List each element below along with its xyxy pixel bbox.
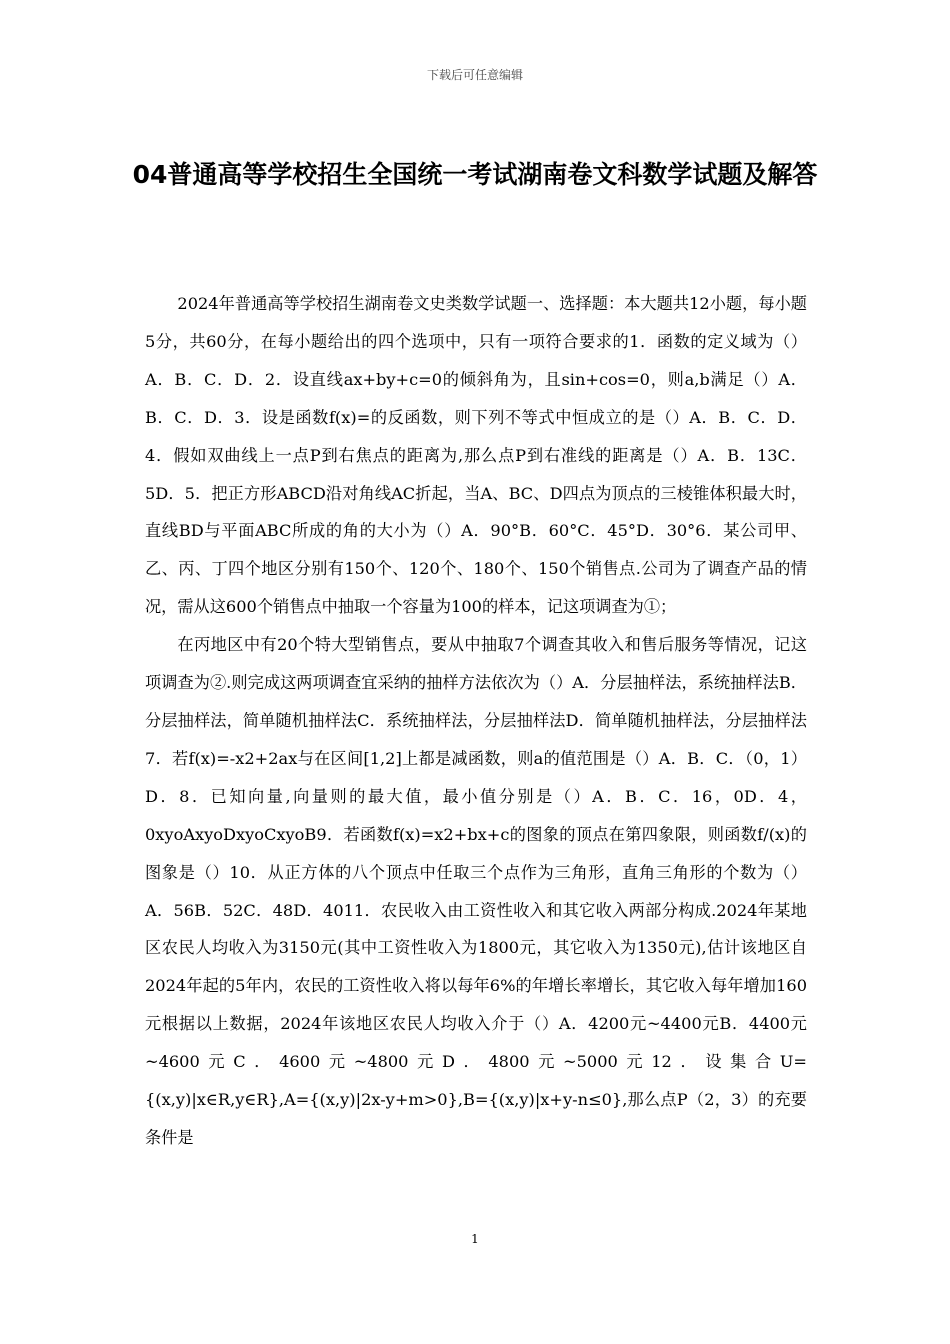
header-note: 下载后可任意编辑 (426, 68, 523, 82)
document-body (145, 285, 807, 1157)
paragraph-1: 2024年普通高等学校招生湖南卷文史类数学试题一、选择题：本大题共12小题，每小题5分，共60分，在每小题给出的四个选项中，只有一项符合要求的1．函数的定义域为（）A．B．C．D．2．设直线ax+by+c=0的倾斜角为，且sin+cos=0，则a,b满足（）A．B．C．D．3．设是函数f(x)=的反函数，则下列不等式中恒成立的是（）A．B．C．D．4．假如双曲线上一点P到右焦点的距离为,那么点P到右准线的距离是（）A．B．13C．5D．5．把正方形ABCD沿对角线AC折起，当A、BC、D四点为顶点的三棱锥体积最大时，直线BD与平面ABC所成的角的大小为（）A．90°B．60°C．45°D．30°6．某公司甲、乙、丙、丁四个地区分别有150个、120个、180个、150个销售点.公司为了调查产品的情况，需从这600个销售点中抽取一个容量为100的样本，记这项调查为①； (145, 294, 807, 617)
paragraph-2: 在丙地区中有20个特大型销售点，要从中抽取7个调查其收入和售后服务等情况，记这项调查为②.则完成这两项调查宜采纳的抽样方法依次为（）A．分层抽样法，系统抽样法B．分层抽样法，简单随机抽样法C．系统抽样法，分层抽样法D．简单随机抽样法，分层抽样法7．若f(x)=-x2+2ax与在区间[1,2]上都是减函数，则a的值范围是（）A．B．C．（0，1）D．8．已知向量,向量则的最大值，最小值分别是（）A．B．C．16，0D．4，0xyoAxyoDxyoCxyoB9．若函数f(x)=x2+bx+c的图象的顶点在第四象限，则函数f/(x)的图象是（）10．从正方体的八个顶点中任取三个点作为三角形，直角三角形的个数为（）A．56B．52C．48D．4011．农民收入由工资性收入和其它收入两部分构成.2024年某地区农民人均收入为3150元(其中工资性收入为1800元，其它收入为1350元),估计该地区自2024年起的5年内，农民的工资性收入将以每年6%的年增长率增长，其它收入每年增加160元根据以上数据，2024年该地区农民人均收入介于（）A．4200元~4400元B．4400元~4600元C．4600元~4800元D．4800元~5000元12．设集合U={(x,y)|x∈R,y∈R},A={(x,y)|2x-y+m>0},B={(x,y)|x+y-n≤0},那么点P（2，3）的充要条件是 (145, 635, 807, 1147)
page-title: 04普通高等学校招生全国统一考试湖南卷文科数学试题及解答 (132, 160, 818, 189)
page-number: 1 (471, 1232, 479, 1246)
